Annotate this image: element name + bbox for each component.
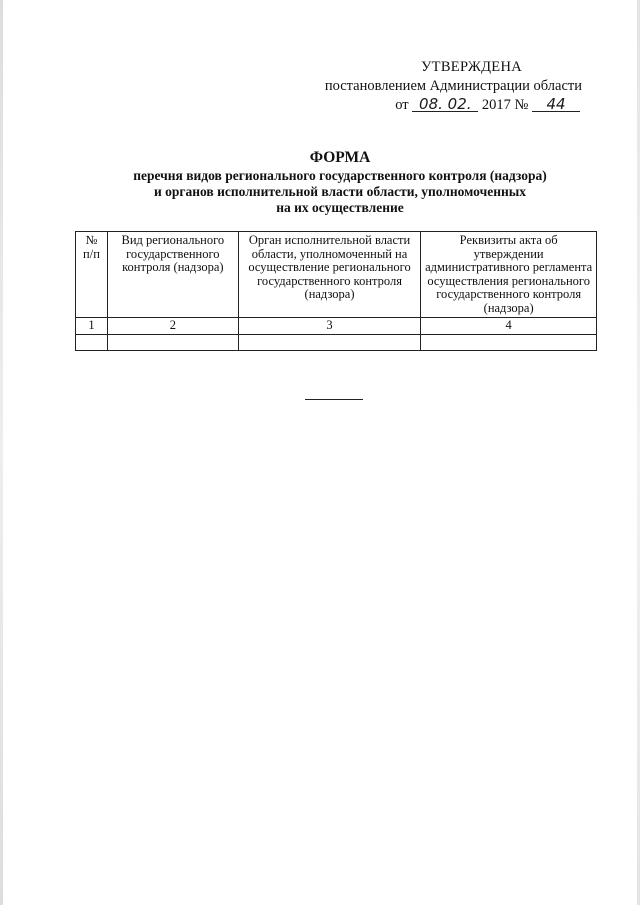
header-number: № п/п xyxy=(76,232,108,318)
approval-stamp xyxy=(302,58,582,115)
end-line-divider xyxy=(305,399,363,400)
approval-subtitle: постановлением Администрации области xyxy=(324,78,582,94)
approval-year: 2017 xyxy=(481,97,511,113)
form-table xyxy=(75,231,597,351)
table-header-row xyxy=(76,232,597,318)
form-subtitle-line-2: и органов исполнительной власти области, уполномоченных xyxy=(153,184,527,199)
form-subtitle-line-1: перечня видов регионального государственного контроля (надзора) xyxy=(133,168,547,183)
header-control-type: Вид регионального государственного контроля (надзора) xyxy=(107,232,238,318)
column-number-4: 4 xyxy=(421,318,597,335)
form-heading xyxy=(60,148,620,216)
approval-title: УТВЕРЖДЕНА xyxy=(421,59,522,75)
header-act-details: Реквизиты акта об утверждении административного регламента осуществления регионального государственного контроля (надзора) xyxy=(421,232,597,318)
number-sign: № xyxy=(514,97,529,113)
handwritten-date: 08. 02. xyxy=(412,97,478,112)
approval-date-line xyxy=(302,96,582,115)
column-number-1: 1 xyxy=(76,318,108,335)
date-prefix: от xyxy=(395,97,409,113)
column-number-3: 3 xyxy=(238,318,421,335)
table-cell xyxy=(107,334,238,350)
column-number-2: 2 xyxy=(107,318,238,335)
table-cell xyxy=(76,334,108,350)
table-column-numbers-row xyxy=(76,318,597,335)
form-title: ФОРМА xyxy=(309,149,371,166)
scan-edge-left xyxy=(0,0,3,905)
table-cell xyxy=(238,334,421,350)
table-row xyxy=(76,334,597,350)
table-cell xyxy=(421,334,597,350)
handwritten-number: 44 xyxy=(532,97,580,112)
form-subtitle-line-3: на их осуществление xyxy=(276,200,404,215)
header-authority: Орган исполнительной власти области, уполномоченный на осуществление регионального государственного контроля (надзора) xyxy=(238,232,421,318)
